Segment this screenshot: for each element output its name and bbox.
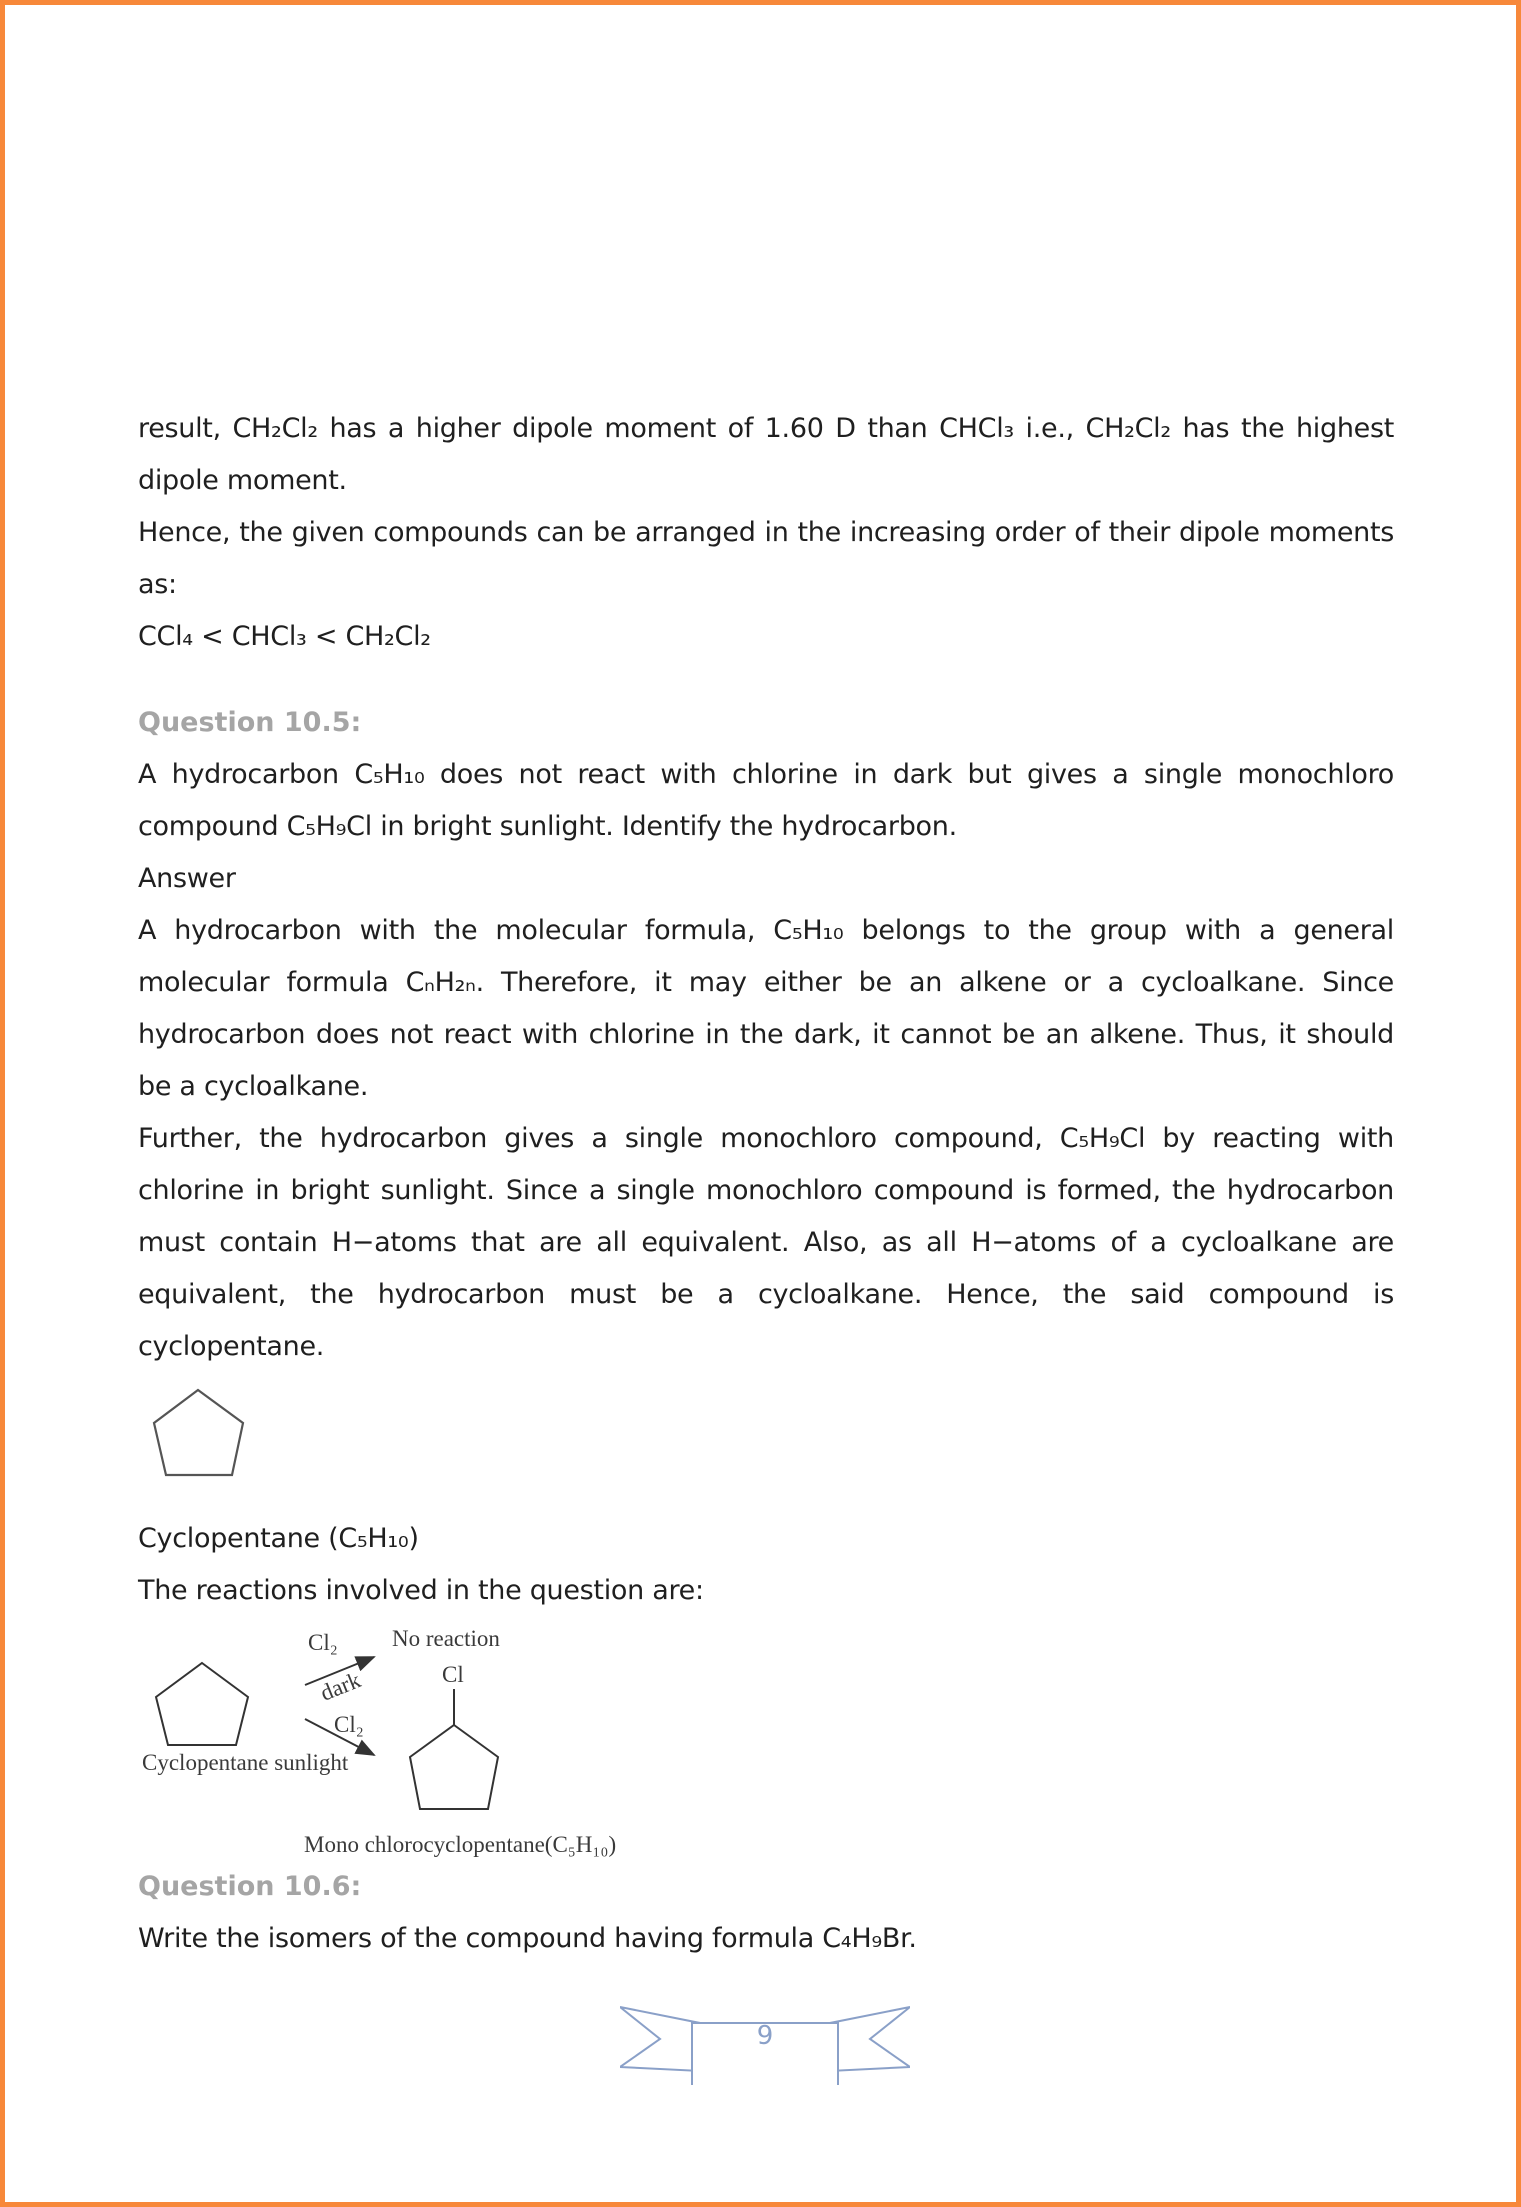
- page-content: [138, 403, 1394, 1965]
- question-10-6-text: Write the isomers of the compound having formula C₄H₉Br.: [138, 1923, 917, 1954]
- page-number-badge: [620, 1995, 910, 2085]
- structure-caption: Cyclopentane (C₅H₁₀): [138, 1523, 419, 1554]
- cyclopentane-structure: [138, 1373, 1394, 1513]
- substituent-cl: Cl: [442, 1662, 464, 1687]
- answer-label: Answer: [138, 863, 236, 894]
- reactions-intro: The reactions involved in the question are:: [138, 1575, 704, 1606]
- product-bottom: Mono chlorocyclopentane(C₅H₁₀): [304, 1832, 617, 1857]
- reaction-scheme-graphic: [138, 1619, 698, 1859]
- reagent-bottom: Cl₂: [334, 1712, 364, 1737]
- page-number: 9: [756, 2021, 774, 2051]
- answer-paragraph-2: Further, the hydrocarbon gives a single monochloro compound, C₅H₉Cl by reacting with chlorine in bright sunlight. Since a single monochloro compound is formed, the hydrocarbon must contain H−atoms that are all equivalent. Also, as all H−atoms of a cycloalkane are equivalent, the hydrocarbon must be a cycloalkane. Hence, the said compound is cyclopentane.: [138, 1123, 1394, 1362]
- question-10-6-heading: Question 10.6:: [138, 1871, 362, 1902]
- continuation-line-2: Hence, the given compounds can be arranged in the increasing order of their dipole moments as:: [138, 517, 1394, 600]
- cyclopentane-ring-icon: [144, 1385, 254, 1495]
- answer-paragraph-1: A hydrocarbon with the molecular formula, C₅H₁₀ belongs to the group with a general molecular formula CₙH₂ₙ. Therefore, it may either be an alkene or a cycloalkane. Since hydrocarbon does not react with chlorine in the dark, it cannot be an alkene. Thus, it should be a cycloalkane.: [138, 915, 1394, 1102]
- reagent-top: Cl₂: [308, 1630, 338, 1655]
- reaction-scheme: [138, 1619, 698, 1859]
- question-10-5-text: A hydrocarbon C₅H₁₀ does not react with chlorine in dark but gives a single monochloro compound C₅H₉Cl in bright sunlight. Identify the hydrocarbon.: [138, 759, 1394, 842]
- product-top: No reaction: [392, 1626, 500, 1651]
- reactant-label: Cyclopentane sunlight: [142, 1750, 349, 1775]
- question-10-5-heading: Question 10.5:: [138, 707, 362, 738]
- condition-top: dark: [316, 1667, 365, 1706]
- continuation-line-1: result, CH₂Cl₂ has a higher dipole moment of 1.60 D than CHCl₃ i.e., CH₂Cl₂ has the highest dipole moment.: [138, 413, 1394, 496]
- dipole-order: CCl₄ < CHCl₃ < CH₂Cl₂: [138, 621, 431, 652]
